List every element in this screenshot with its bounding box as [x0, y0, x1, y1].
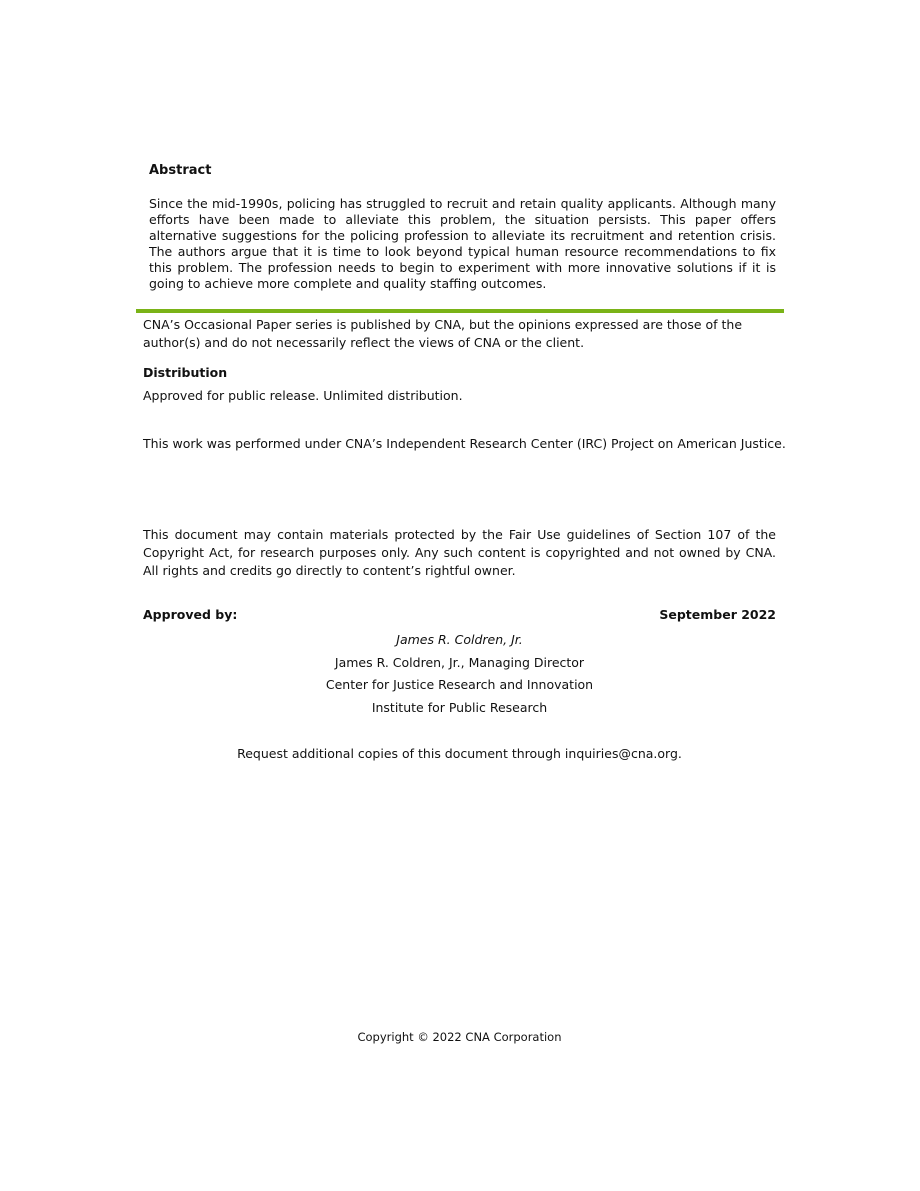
- copyright-notice: Copyright © 2022 CNA Corporation: [357, 1030, 562, 1044]
- abstract-heading: Abstract: [149, 163, 212, 178]
- abstract-text: Since the mid-1990s, policing has struggled to recruit and retain quality applicants. Although many efforts have been made to alleviate this problem, the situation persists. This paper offers alternative suggestions for the policing profession to alleviate its recruitment and retention crisis. The authors argue that it is time to look beyond typical human resource recommendations to fix this problem. The profession needs to begin to experiment with more innovative solutions if it is going to achieve more complete and quality staffing outcomes.: [149, 196, 776, 291]
- approved-by-label: Approved by:: [143, 607, 238, 622]
- fair-use-notice: This document may contain materials protected by the Fair Use guidelines of Section 107 of the Copyright Act, for research purposes only. Any such content is copyrighted and not owned by CNA. All rights and credits go directly to content’s rightful owner.: [143, 527, 776, 578]
- approver-signature: James R. Coldren, Jr.: [396, 632, 523, 647]
- approver-institute: Institute for Public Research: [371, 699, 548, 715]
- disclaimer-text: CNA’s Occasional Paper series is published by CNA, but the opinions expressed are those of the author(s) and do not necessarily reflect the views of CNA or the client.: [143, 317, 743, 350]
- request-copies-text: Request additional copies of this document through inquiries@cna.org.: [237, 746, 682, 761]
- approver-block: [143, 629, 776, 719]
- distribution-text: Approved for public release. Unlimited distribution.: [143, 388, 463, 403]
- approval-date: September 2022: [659, 607, 776, 622]
- section-divider: [136, 309, 784, 313]
- approver-center: Center for Justice Research and Innovation: [325, 677, 594, 692]
- distribution-heading: Distribution: [143, 365, 228, 380]
- approver-name-title: James R. Coldren, Jr., Managing Director: [334, 654, 585, 670]
- irc-note: This work was performed under CNA’s Independent Research Center (IRC) Project on American Justice.: [143, 436, 786, 451]
